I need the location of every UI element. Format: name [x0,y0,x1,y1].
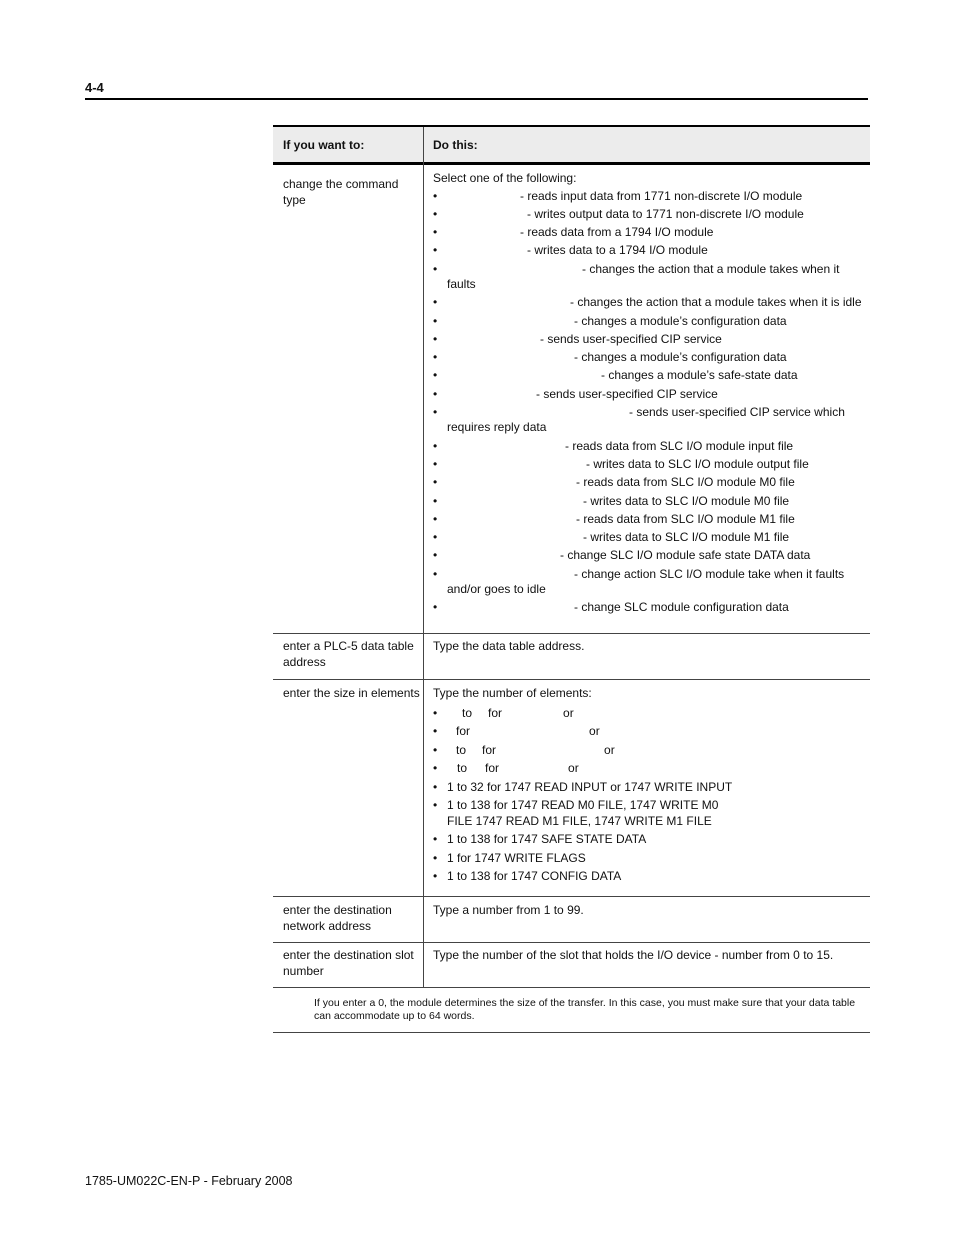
row-content [424,165,870,633]
instruction-table [273,125,870,1033]
list-item: • to for or [433,706,870,722]
list-item: • - changes a module’s safe-state data [433,368,870,383]
size-intro: Type the number of elements: [433,686,592,700]
page-number: 4-4 [85,80,104,95]
list-item: • 1 to 138 for 1747 CONFIG DATA [433,869,870,885]
list-item: • - reads data from SLC I/O module M1 file [433,512,870,527]
list-item: • - writes data to a 1794 I/O module [433,243,870,258]
list-item: • - writes data to SLC I/O module M1 file [433,530,870,545]
list-item: • for or [433,724,870,740]
header-want: If you want to: [273,127,424,162]
list-item: • - writes data to SLC I/O module output file [433,457,870,472]
command-intro: Select one of the following: [433,171,577,185]
list-item: • - change SLC module configuration data [433,600,870,615]
list-item: • 1 for 1747 WRITE FLAGS [433,851,870,867]
list-item: • - writes data to SLC I/O module M0 file [433,494,870,509]
list-item: • - changes a module’s configuration data [433,314,870,329]
row-label: change the command type [273,135,424,633]
list-item: • - reads data from a 1794 I/O module [433,225,870,240]
table-note-row [273,988,870,1033]
list-item: • to for or [433,743,870,759]
list-item: • - change SLC I/O module safe state DATA data [433,548,870,563]
row-content [424,680,870,896]
page-footer: 1785-UM022C-EN-P - February 2008 [85,1174,293,1188]
row-content: Type the number of the slot that holds the I/O device - number from 0 to 15. [433,948,834,962]
table-row-command-type [273,165,870,634]
row-label: enter the destination slot number [273,943,424,987]
list-item: • 1 to 32 for 1747 READ INPUT or 1747 WRITE INPUT [433,780,870,796]
list-item: • - reads input data from 1771 non-discrete I/O module [433,189,870,204]
table-row-dest-slot [273,943,870,988]
header-rule [85,98,868,100]
list-item: • 1 to 138 for 1747 READ M0 FILE, 1747 WRITE M0 FILE 1747 READ M1 FILE, 1747 WRITE M1 FILE [433,798,747,829]
list-item: • - reads data from SLC I/O module M0 file [433,475,870,490]
list-item: • - sends user-specified CIP service which requires reply data [433,405,870,436]
table-row-dest-network [273,897,870,943]
header-do: Do this: [433,138,478,152]
list-item: • - changes the action that a module takes when it is idle [433,295,870,310]
row-label: enter the destination network address [273,897,424,942]
list-item: • - writes output data to 1771 non-discrete I/O module [433,207,870,222]
row-label: enter a PLC-5 data table address [273,634,424,679]
list-item: • 1 to 138 for 1747 SAFE STATE DATA [433,832,870,848]
table-footnote: If you enter a 0, the module determines the size of the transfer. In this case, you must make sure that your data table can accommodate up to 64 words. [314,997,856,1022]
list-item: • - reads data from SLC I/O module input file [433,439,870,454]
list-item: • - sends user-specified CIP service [433,387,870,402]
list-item: • - changes the action that a module takes when it faults [433,262,870,293]
table-row-plc5-address [273,634,870,680]
row-content: Type a number from 1 to 99. [433,903,584,917]
list-item: • - changes a module’s configuration data [433,350,870,365]
row-content: Type the data table address. [433,639,585,653]
table-row-size [273,680,870,897]
command-list [433,189,870,616]
list-item: • - sends user-specified CIP service [433,332,870,347]
list-item: • to for or [433,761,870,777]
list-item: • - change action SLC I/O module take when it faults and/or goes to idle [433,567,870,598]
size-list [433,706,870,885]
row-label: enter the size in elements [273,680,424,896]
